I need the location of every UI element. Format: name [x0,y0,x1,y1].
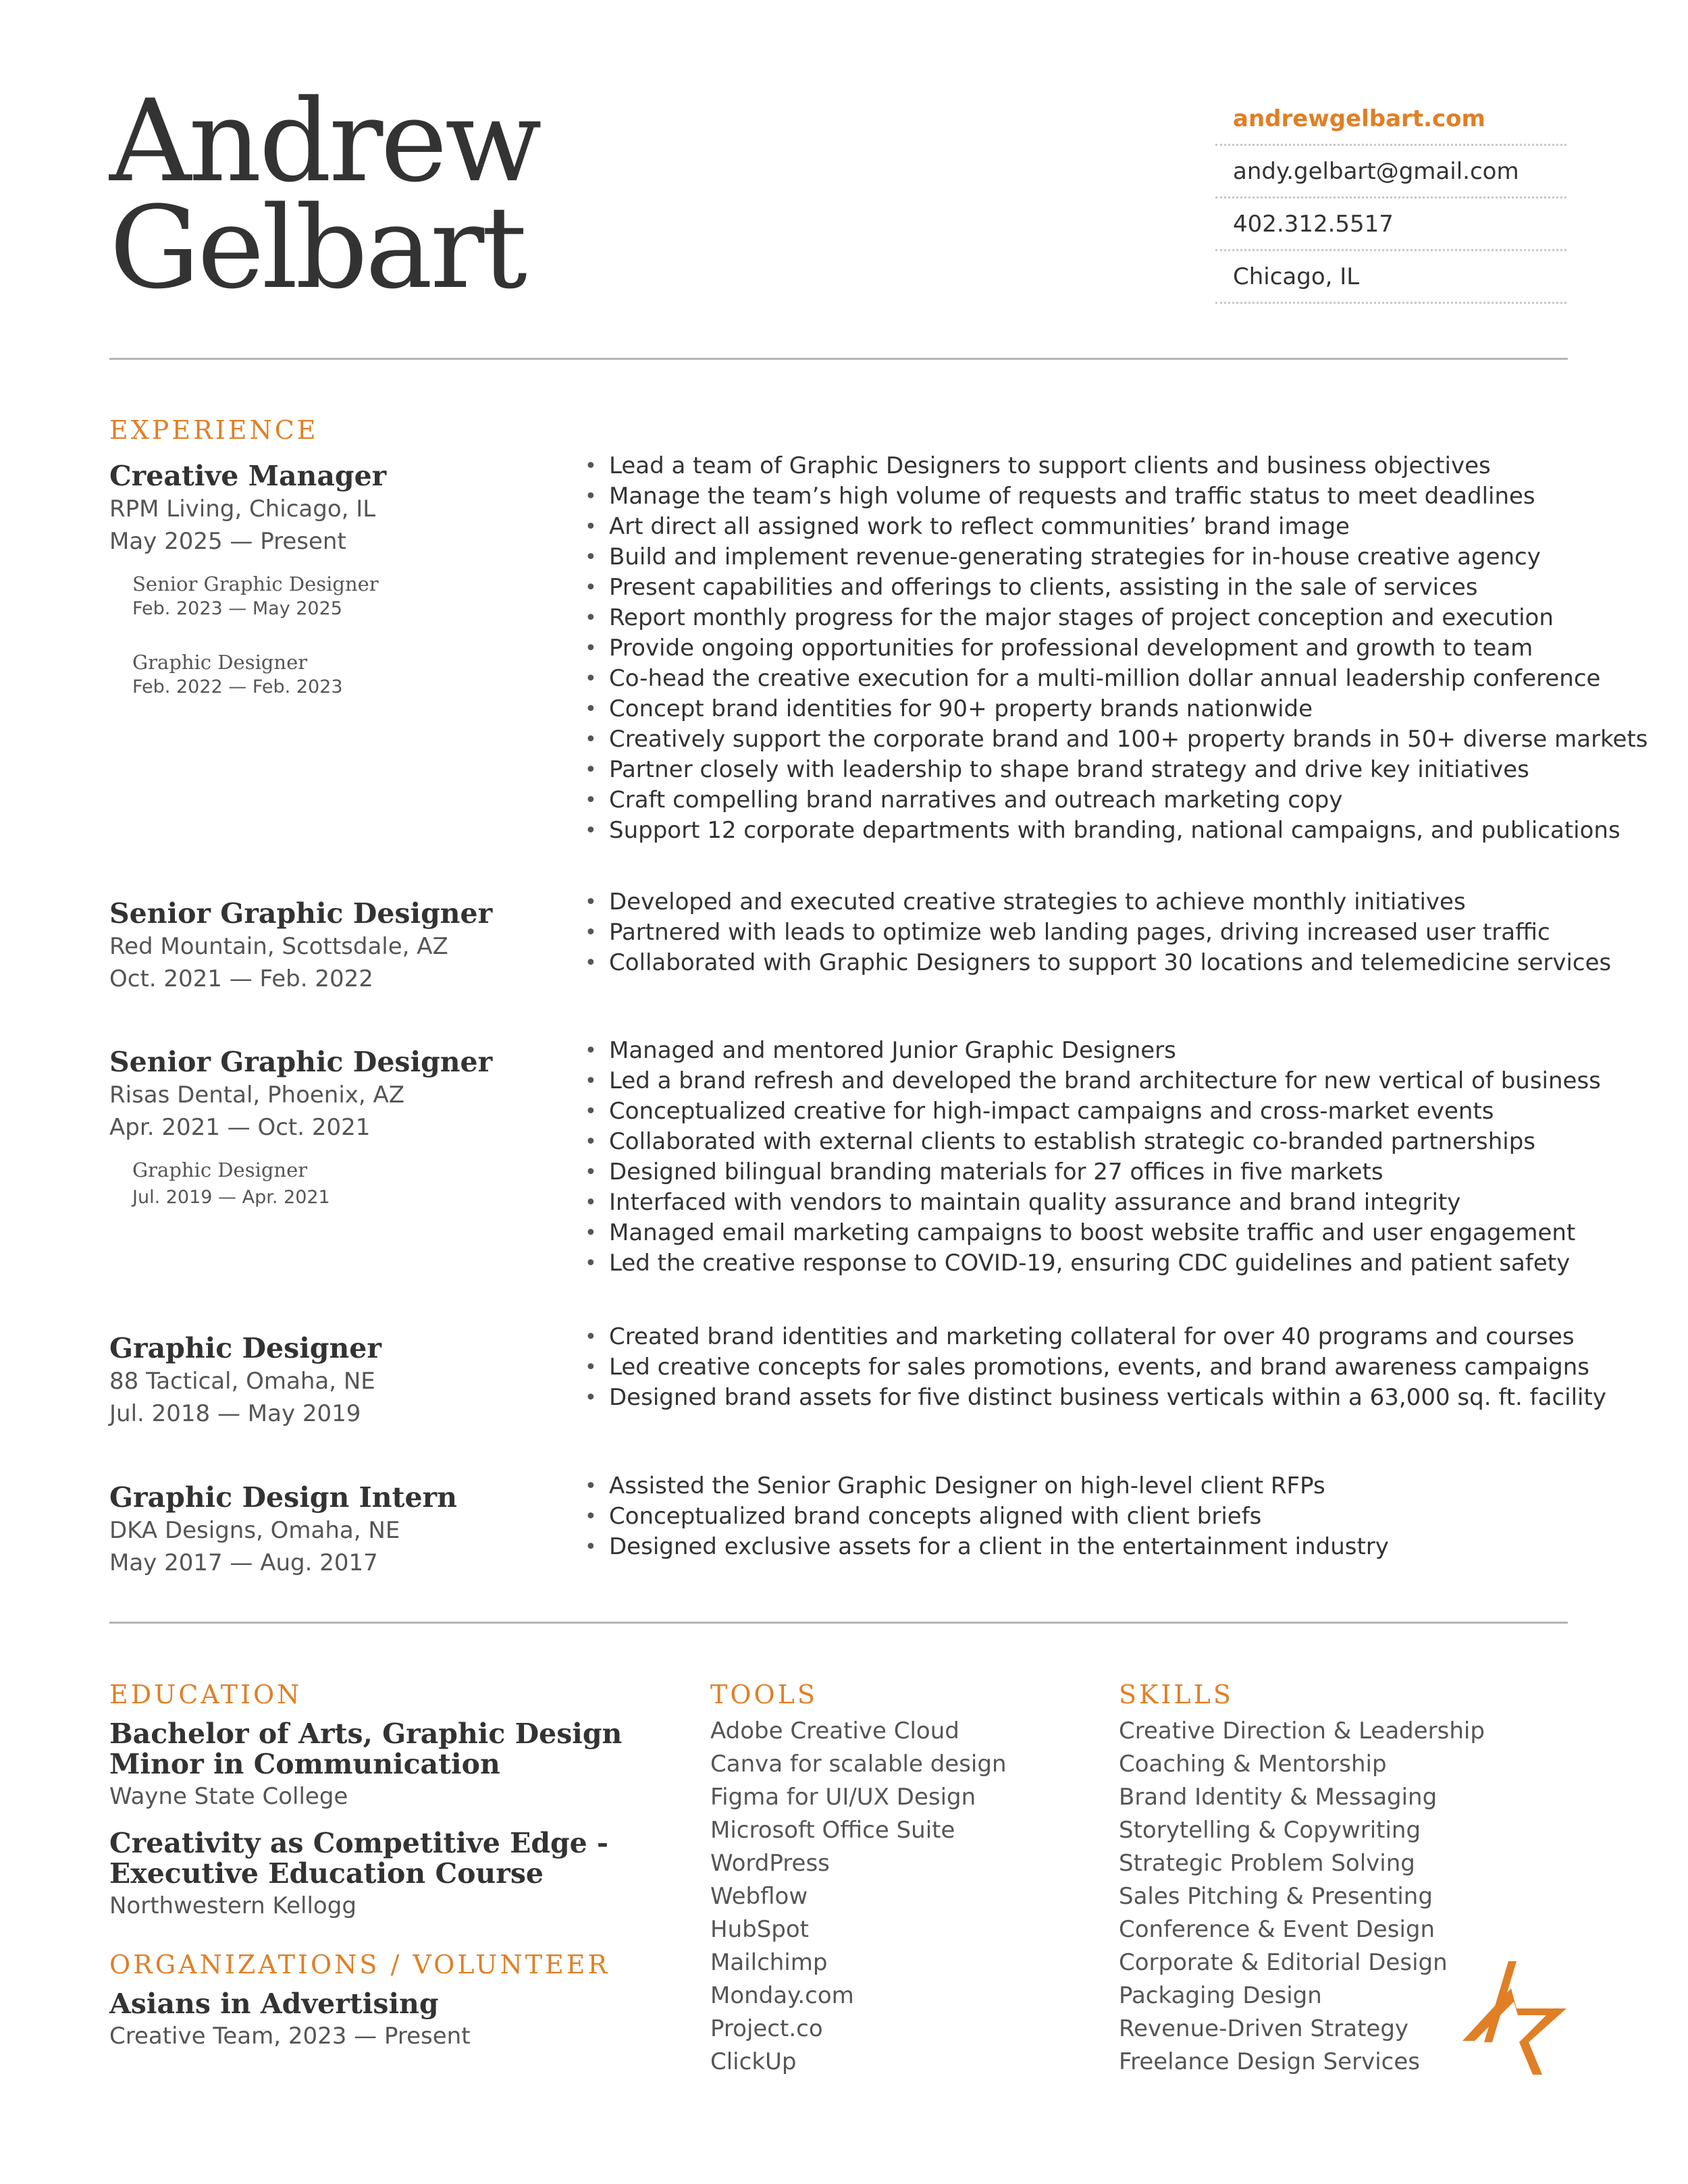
sub-role-title: Graphic Designer [132,651,308,674]
sub-role-title: Graphic Designer [132,1158,308,1181]
bullet-item: • Report monthly progress for the major stages of project conception and execution [582,603,1595,633]
job-bullets [582,1036,1601,1279]
organization-detail: Creative Team, 2023 — Present [109,2023,471,2050]
job-date: May 2025 — Present [109,528,346,555]
bullet-item: • Designed exclusive assets for a client in the entertainment industry [582,1532,1595,1562]
skill-item: Strategic Problem Solving [1119,1850,1415,1877]
job-bullets [582,1471,1595,1562]
tools-section [710,1680,1088,2079]
tool-item: WordPress [710,1850,830,1877]
course-line-1: Creativity as Competitive Edge - [109,1827,609,1859]
job-date: May 2017 — Aug. 2017 [109,1549,378,1576]
education-heading: EDUCATION [109,1680,302,1709]
tool-item: Project.co [710,2015,823,2042]
job-title: Senior Graphic Designer [109,897,493,930]
ag-monogram-logo-icon [1458,1961,1580,2076]
job-title: Graphic Designer [109,1332,381,1364]
experience-heading: EXPERIENCE [109,415,319,445]
tool-item: Webflow [710,1883,808,1910]
tool-item: Canva for scalable design [710,1751,1007,1778]
job-date: Oct. 2021 — Feb. 2022 [109,965,373,992]
bullet-item: • Present capabilities and offerings to clients, assisting in the sale of services [582,572,1595,603]
job-bullets [582,1322,1606,1413]
bullet-item: • Craft compelling brand narratives and outreach marketing copy [582,785,1595,816]
header-divider [109,358,1568,360]
contact-block [1215,101,1566,304]
job-title: Creative Manager [109,460,387,492]
school-name: Northwestern Kellogg [109,1892,357,1919]
organizations-heading: ORGANIZATIONS / VOLUNTEER [109,1950,610,1979]
sub-role-title: Senior Graphic Designer [132,572,379,595]
tool-item: Figma for UI/UX Design [710,1784,976,1811]
tools-heading: TOOLS [710,1680,818,1709]
skill-item: Freelance Design Services [1119,2048,1420,2075]
bullet-item: • Conceptualized brand concepts aligned with client briefs [582,1501,1595,1532]
job-date: Jul. 2018 — May 2019 [109,1400,361,1427]
job-org: Red Mountain, Scottsdale, AZ [109,933,448,960]
tool-item: Mailchimp [710,1949,828,1976]
sub-role [132,571,582,621]
bullet-item: • Partner closely with leadership to shape brand strategy and drive key initiatives [582,755,1595,785]
skill-item: Conference & Event Design [1119,1916,1435,1943]
sub-role-date: Feb. 2022 — Feb. 2023 [132,676,343,697]
first-name: Andrew [109,75,539,207]
bullet-item: • Art direct all assigned work to reflect communities’ brand image [582,512,1595,542]
skill-item: Sales Pitching & Presenting [1119,1883,1433,1910]
sub-role [132,649,582,699]
skill-item: Packaging Design [1119,1982,1322,2009]
bullet-item: • Collaborated with external clients to establish strategic co-branded partnerships [582,1127,1595,1157]
tool-item: ClickUp [710,2048,797,2075]
bullet-item: • Interfaced with vendors to maintain quality assurance and brand integrity [582,1188,1595,1218]
job-org: DKA Designs, Omaha, NE [109,1517,400,1544]
job-bullets [582,887,1612,978]
bullet-item: • Assisted the Senior Graphic Designer on high-level client RFPs [582,1471,1595,1501]
bullet-item: • Designed brand assets for five distinct business verticals within a 63,000 sq. ft. facility [582,1383,1595,1413]
bullet-item: • Designed bilingual branding materials for 27 offices in five markets [582,1157,1595,1188]
job-bullets [582,451,1648,846]
tool-item: HubSpot [710,1916,809,1943]
bullet-item: • Led a brand refresh and developed the brand architecture for new vertical of business [582,1066,1595,1096]
bullet-item: • Creatively support the corporate brand and 100+ property brands in 50+ diverse markets [582,724,1595,755]
job-org: 88 Tactical, Omaha, NE [109,1368,375,1395]
bullet-item: • Partnered with leads to optimize web landing pages, driving increased user traffic [582,917,1595,948]
skill-item: Creative Direction & Leadership [1119,1717,1485,1744]
last-name: Gelbart [109,182,525,314]
bullet-item: • Co-head the creative execution for a multi-million dollar annual leadership conference [582,664,1595,694]
bullet-item: • Developed and executed creative strategies to achieve monthly initiatives [582,887,1595,917]
skill-item: Corporate & Editorial Design [1119,1949,1448,1976]
tool-item: Microsoft Office Suite [710,1817,955,1844]
location: Chicago, IL [1215,251,1566,304]
bullet-item: • Conceptualized creative for high-impact campaigns and cross-market events [582,1096,1595,1127]
job-title: Graphic Design Intern [109,1481,457,1514]
bullet-item: • Managed email marketing campaigns to boost website traffic and user engagement [582,1218,1595,1248]
job-org: RPM Living, Chicago, IL [109,496,376,523]
school-name: Wayne State College [109,1783,348,1810]
bullet-item: • Created brand identities and marketing collateral for over 40 programs and courses [582,1322,1595,1352]
candidate-name [109,75,539,314]
tool-item: Adobe Creative Cloud [710,1717,959,1744]
skill-item: Coaching & Mentorship [1119,1751,1387,1778]
education-entry [109,1719,663,1813]
bullet-item: • Managed and mentored Junior Graphic Designers [582,1036,1595,1066]
tool-item: Monday.com [710,1982,854,2009]
bullet-item: • Provide ongoing opportunities for professional development and growth to team [582,633,1595,664]
job-org: Risas Dental, Phoenix, AZ [109,1082,405,1109]
bullet-item: • Manage the team’s high volume of requests and traffic status to meet deadlines [582,481,1595,512]
skill-item: Brand Identity & Messaging [1119,1784,1438,1811]
experience-divider [109,1622,1568,1624]
organization-title: Asians in Advertising [109,1988,439,2020]
sub-role [132,1157,582,1210]
bullet-item: • Lead a team of Graphic Designers to support clients and business objectives [582,451,1595,481]
bullet-item: • Led the creative response to COVID-19, ensuring CDC guidelines and patient safety [582,1248,1595,1279]
bullet-item: • Concept brand identities for 90+ property brands nationwide [582,694,1595,724]
bullet-item: • Collaborated with Graphic Designers to support 30 locations and telemedicine services [582,948,1595,978]
degree-line-1: Bachelor of Arts, Graphic Design [109,1717,623,1750]
sub-role-date: Feb. 2023 — May 2025 [132,598,342,619]
bullet-item: • Led creative concepts for sales promotions, events, and brand awareness campaigns [582,1352,1595,1383]
bullet-item: • Build and implement revenue-generating strategies for in-house creative agency [582,542,1595,572]
skills-heading: SKILLS [1119,1680,1234,1709]
skill-item: Storytelling & Copywriting [1119,1817,1421,1844]
bullet-item: • Support 12 corporate departments with branding, national campaigns, and publications [582,816,1595,846]
education-entry [109,1828,663,1923]
phone-number: 402.312.5517 [1215,198,1566,251]
email-link[interactable]: andy.gelbart@gmail.com [1215,146,1566,198]
organization-entry [109,1989,663,2053]
job-date: Apr. 2021 — Oct. 2021 [109,1114,371,1141]
degree-line-2: Minor in Communication [109,1748,500,1780]
sub-role-date: Jul. 2019 — Apr. 2021 [132,1187,330,1208]
skill-item: Revenue-Driven Strategy [1119,2015,1409,2042]
education-section [109,1680,663,2053]
website-link[interactable]: andrewgelbart.com [1215,101,1566,146]
job-title: Senior Graphic Designer [109,1046,493,1078]
course-line-2: Executive Education Course [109,1857,544,1890]
